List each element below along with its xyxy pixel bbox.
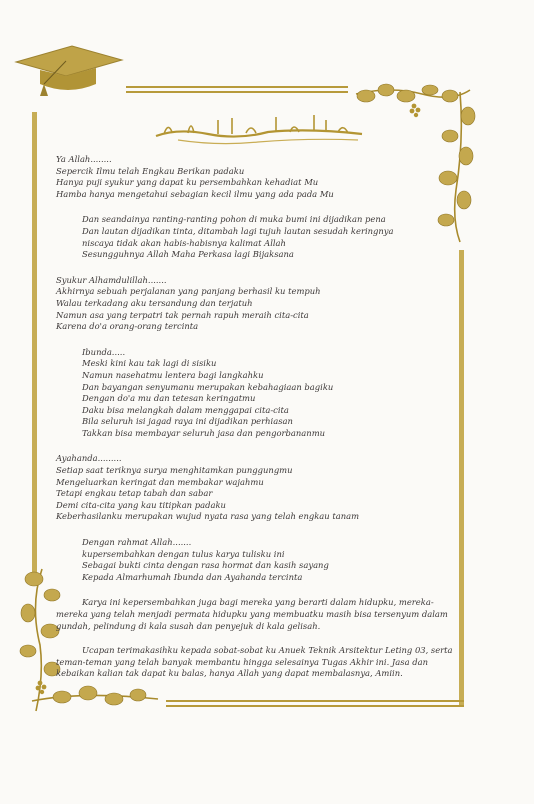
- stanza: [56, 154, 456, 200]
- poem-line: Bila seluruh isi jagad raya ini dijadikan perhiasan: [82, 416, 293, 427]
- bottom-divider: [166, 700, 464, 710]
- stanza: [56, 275, 456, 333]
- top-divider: [126, 86, 348, 96]
- stanza: [56, 453, 456, 523]
- poem-line: Tetapi engkau tetap tabah dan sabar: [56, 488, 213, 499]
- stanza: [56, 537, 456, 583]
- poem-line: Setiap saat teriknya surya menghitamkan punggungmu: [56, 465, 293, 476]
- poem-line: Keberhasilanku merupakan wujud nyata rasa yang telah engkau tanam: [56, 511, 360, 522]
- stanza: [56, 214, 456, 260]
- poem-line: kupersembahkan dengan tulus karya tulisku ini: [82, 548, 285, 559]
- poem-line: Ya Allah........: [56, 154, 112, 164]
- poem-line: Mengeluarkan keringat dan membakar wajahmu: [56, 476, 264, 487]
- closing-paragraph: Karya ini kepersembahkan juga bagi mereka yang berarti dalam hidupku, mereka-mereka yang telah menjadi permata hidupku yang membuatku masih bisa tersenyum dalam gundah, pelindung di kala susah dan penyejuk di kala gelisah.: [56, 597, 448, 631]
- left-border-bar: [32, 112, 37, 574]
- poem-line: Hanya puji syukur yang dapat ku persembahkan kehadiat Mu: [56, 177, 319, 188]
- closing-paragraph: Ucapan terimakasihku kepada sobat-sobat ku Anuek Teknik Arsitektur Leting 03, serta teman-teman yang telah banyak membantu hingga selesainya Tugas Akhir ini. Jasa dan kebaikan kalian tak dapat ku balas, hanya Allah yang dapat membalasnya, Amiin.: [56, 645, 453, 679]
- poem-line: Demi cita-cita yang kau titipkan padaku: [56, 499, 226, 510]
- poem-line: Namun asa yang terpatri tak pernah rapuh meraih cita-cita: [56, 309, 309, 320]
- poem-line: Dengan do'a mu dan tetesan keringatmu: [82, 393, 256, 404]
- poem-line: Meski kini kau tak lagi di sisiku: [82, 358, 217, 369]
- bismillah-calligraphy: [148, 112, 370, 146]
- poem-line: Karena do'a orang-orang tercinta: [56, 321, 199, 332]
- poem-line: Ibunda.....: [82, 346, 126, 357]
- poem-line: Dan lautan dijadikan tinta, ditambah lagi tujuh lautan sesudah keringnya: [82, 225, 394, 236]
- poem-line: Syukur Alhamdulillah.......: [56, 274, 167, 285]
- poem-line: Walau terkadang aku tersandung dan terjatuh: [56, 297, 253, 308]
- dedication-text: [56, 154, 456, 693]
- poem-line: Dan seandainya ranting-ranting pohon di muka bumi ini dijadikan pena: [82, 214, 386, 225]
- stanza: [56, 347, 456, 440]
- poem-line: niscaya tidak akan habis-habisnya kalimat Allah: [82, 237, 286, 248]
- graduation-cap-icon: [14, 40, 124, 100]
- poem-line: Takkan bisa membayar seluruh jasa dan pengorbananmu: [82, 427, 326, 438]
- poem-line: Sebagai bukti cinta dengan rasa hormat dan kasih sayang: [82, 560, 329, 571]
- poem-line: Sesungguhnya Allah Maha Perkasa lagi Bijaksana: [82, 249, 294, 260]
- poem-line: Dengan rahmat Allah.......: [82, 537, 192, 548]
- poem-line: Namun nasehatmu lentera bagi langkahku: [82, 369, 264, 380]
- right-border-bar: [459, 250, 464, 705]
- poem-line: Hamba hanya mengetahui sebagian kecil ilmu yang ada pada Mu: [56, 188, 334, 199]
- poem-line: Akhirnya sebuah perjalanan yang panjang berhasil ku tempuh: [56, 286, 321, 297]
- poem-line: Ayahanda.........: [56, 453, 122, 464]
- poem-line: Kepada Almarhumah Ibunda dan Ayahanda tercinta: [82, 571, 303, 582]
- poem-line: Sepercik Ilmu telah Engkau Berikan padaku: [56, 165, 245, 176]
- poem-line: Daku bisa melangkah dalam menggapai cita-cita: [82, 404, 289, 415]
- poem-line: Dan bayangan senyumanu merupakan kebahagiaan bagiku: [82, 381, 334, 392]
